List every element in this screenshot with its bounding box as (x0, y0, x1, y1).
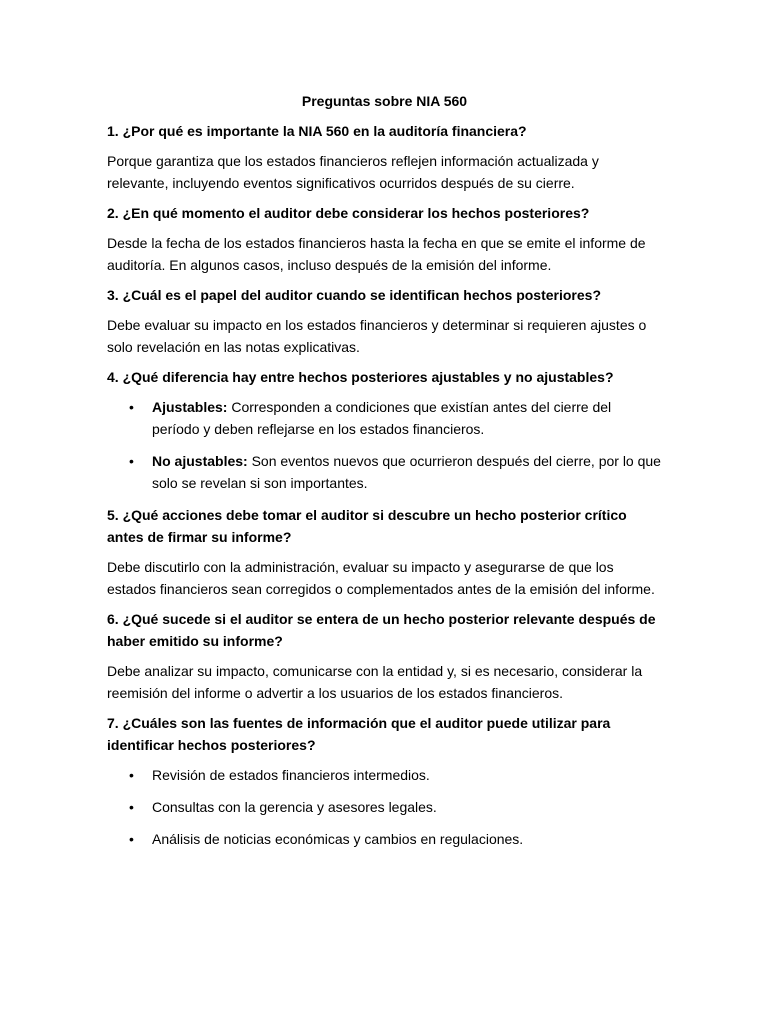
question-6: 6. ¿Qué sucede si el auditor se entera de un hecho posterior relevante después de haber emitido su informe? (107, 611, 656, 649)
text-no-ajustables: Son eventos nuevos que ocurrieron después del cierre, por lo que solo se revelan si son importantes. (152, 453, 661, 491)
answer-5: Debe discutirlo con la administración, evaluar su impacto y asegurarse de que los estados financieros sean corregidos o complementados antes de la emisión del informe. (107, 559, 655, 597)
text-ajustables: Corresponden a condiciones que existían antes del cierre del período y deben reflejarse en los estados financieros. (152, 399, 612, 437)
bullet-icon: • (129, 831, 134, 847)
answer-3: Debe evaluar su impacto en los estados financieros y determinar si requieren ajustes o solo revelación en las notas explicativas. (107, 317, 647, 355)
document-title: Preguntas sobre NIA 560 (301, 93, 468, 109)
question-3: 3. ¿Cuál es el papel del auditor cuando se identifican hechos posteriores? (107, 287, 602, 303)
source-text-3: Análisis de noticias económicas y cambios en regulaciones. (152, 831, 524, 847)
answer-6: Debe analizar su impacto, comunicarse con la entidad y, si es necesario, considerar la reemisión del informe o advertir a los usuarios de los estados financieros. (107, 663, 643, 701)
question-5: 5. ¿Qué acciones debe tomar el auditor si descubre un hecho posterior crítico antes de firmar su informe? (107, 507, 627, 545)
bullet-icon: • (129, 767, 134, 783)
list-item-ajustables (107, 396, 662, 440)
list-item-source-3 (107, 828, 662, 850)
term-ajustables: Ajustables: (152, 399, 228, 415)
question-2: 2. ¿En qué momento el auditor debe considerar los hechos posteriores? (107, 205, 590, 221)
list-item-source-2 (107, 796, 662, 818)
adjustable-types-list (107, 396, 662, 494)
bullet-icon: • (129, 399, 134, 415)
term-no-ajustables: No ajustables: (152, 453, 248, 469)
list-item-no-ajustables (107, 450, 662, 494)
question-1: 1. ¿Por qué es importante la NIA 560 en la auditoría financiera? (107, 123, 527, 139)
source-text-1: Revisión de estados financieros intermedios. (152, 767, 430, 783)
answer-2: Desde la fecha de los estados financieros hasta la fecha en que se emite el informe de auditoría. En algunos casos, incluso después de la emisión del informe. (107, 235, 646, 273)
bullet-icon: • (129, 453, 134, 469)
source-text-2: Consultas con la gerencia y asesores legales. (152, 799, 437, 815)
answer-1: Porque garantiza que los estados financieros reflejen información actualizada y relevante, incluyendo eventos significativos ocurridos después de su cierre. (107, 153, 599, 191)
question-7: 7. ¿Cuáles son las fuentes de información que el auditor puede utilizar para identificar hechos posteriores? (107, 715, 611, 753)
list-item-source-1 (107, 764, 662, 786)
document-page (107, 90, 662, 860)
question-4: 4. ¿Qué diferencia hay entre hechos posteriores ajustables y no ajustables? (107, 369, 614, 385)
bullet-icon: • (129, 799, 134, 815)
information-sources-list (107, 764, 662, 850)
